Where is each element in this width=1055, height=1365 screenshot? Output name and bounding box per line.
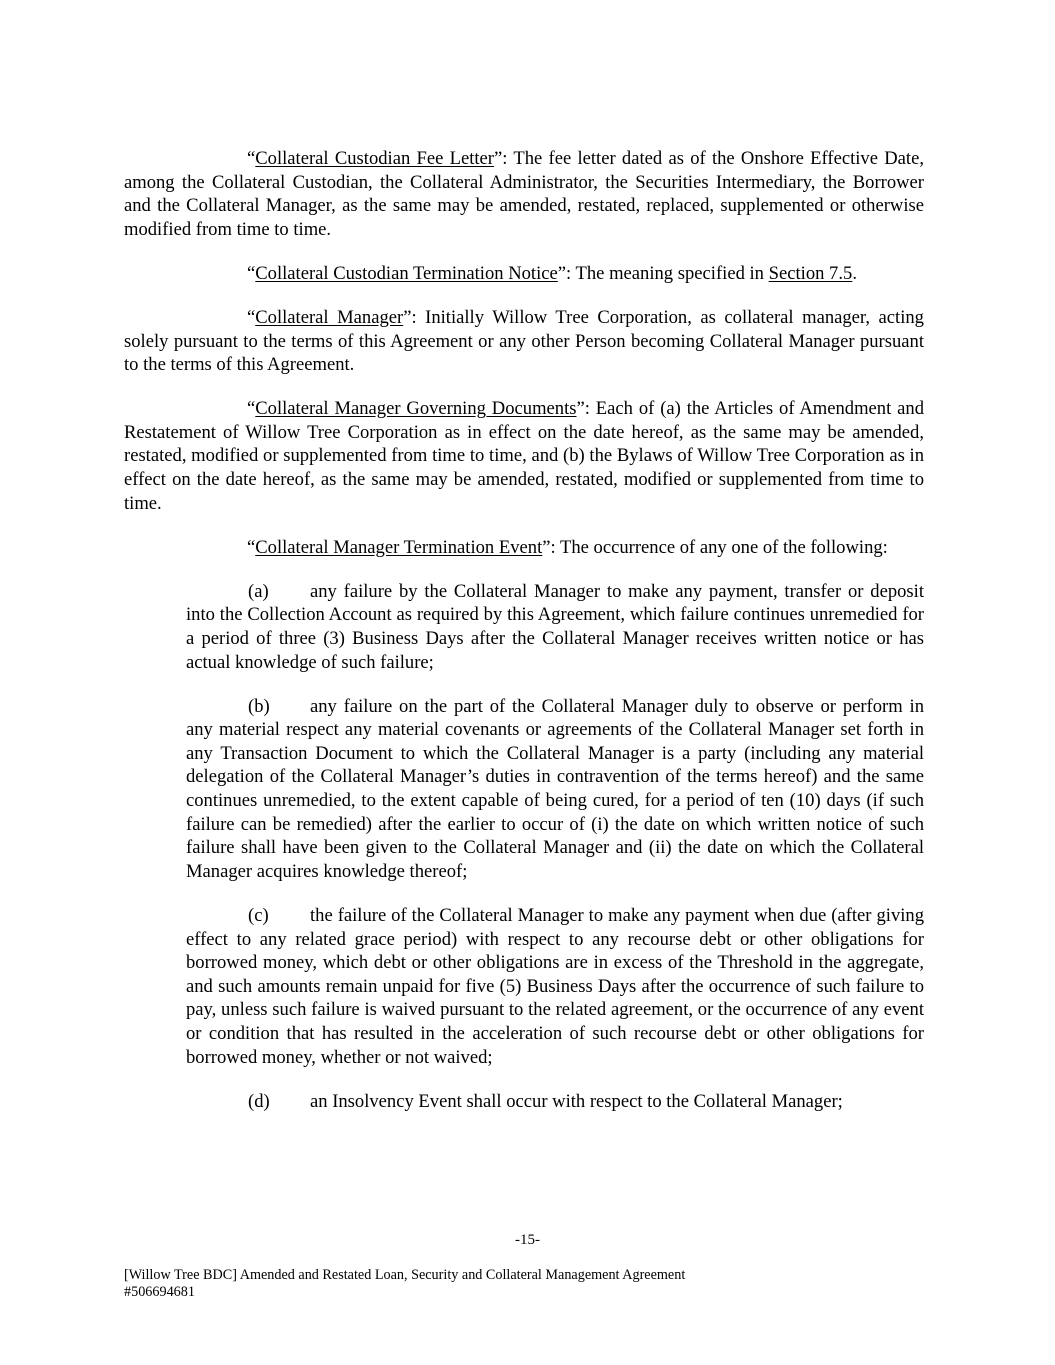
- list-item-a: [186, 580, 924, 674]
- close-quote: ”: [494, 148, 503, 169]
- open-quote: “: [247, 262, 256, 284]
- page-number: -15-: [515, 1232, 540, 1248]
- item-label: (d): [248, 1090, 270, 1112]
- defined-term: Collateral Manager: [255, 306, 404, 328]
- definition-collateral-custodian-termination-notice: [124, 262, 924, 286]
- list-item-c: [186, 904, 924, 1069]
- definition-text: : Initially Willow Tree Corporation, as collateral manager, acting solely pursuant to the terms of this Agreement or any other Person becoming Collateral Manager pursuant to the terms of this Agreement.: [124, 306, 924, 376]
- definition-text: : The occurrence of any one of the following:: [550, 536, 888, 558]
- close-quote: ”: [576, 398, 585, 420]
- footer-doc-id: #506694681: [124, 1284, 195, 1300]
- item-label: (c): [248, 904, 269, 926]
- item-text: an Insolvency Event shall occur with respect to the Collateral Manager;: [310, 1090, 843, 1112]
- open-quote: “: [247, 536, 256, 558]
- definition-collateral-manager-governing-documents: [124, 397, 924, 515]
- list-item-d: [186, 1090, 924, 1114]
- defined-term: Collateral Manager Governing Documents: [255, 398, 577, 420]
- footer-title: [Willow Tree BDC] Amended and Restated Loan, Security and Collateral Management Agreement: [124, 1267, 686, 1283]
- open-quote: “: [247, 398, 256, 420]
- period: .: [852, 262, 857, 284]
- definition-text: : The meaning specified in: [566, 262, 769, 284]
- list-item-b: [186, 695, 924, 884]
- item-text: any failure on the part of the Collateral Manager duly to observe or perform in any material respect any material covenants or agreements of the Collateral Manager set forth in any Transaction Document to which the Collateral Manager is a party (including any material delegation of the Collateral Manager’s duties in contravention of the terms hereof) and the same continues unremedied, to the extent capable of being cured, for a period of ten (10) days (if such failure can be remedied) after the earlier to occur of (i) the date on which written notice of such failure shall have been given to the Collateral Manager and (ii) the date on which the Collateral Manager acquires knowledge thereof;: [186, 695, 924, 882]
- item-text: the failure of the Collateral Manager to make any payment when due (after giving effect to any related grace period) with respect to any recourse debt or other obligations for borrowed money, which debt or other obligations are in excess of the Threshold in the aggregate, and such amounts remain unpaid for five (5) Business Days after the occurrence of such failure to pay, unless such failure is waived pursuant to the related agreement, or the occurrence of any event or condition that has resulted in the acceleration of such recourse debt or other obligations for borrowed money, whether or not waived;: [186, 904, 924, 1068]
- section-reference: Section 7.5: [768, 262, 853, 284]
- item-label: (a): [248, 580, 269, 602]
- open-quote: “: [247, 306, 256, 328]
- defined-term: Collateral Custodian Termination Notice: [255, 262, 558, 284]
- close-quote: ”: [557, 262, 567, 284]
- item-label: (b): [248, 695, 270, 717]
- close-quote: ”: [542, 536, 551, 558]
- definition-text: : The fee letter dated as of the Onshore Effective Date, among the Collateral Custodian, the Collateral Administrator, the Securities Intermediary, the Borrower and the Collateral Manager, as the same may be amended, restated, replaced, supplemented or otherwise modified from time to time.: [124, 148, 924, 240]
- item-text: any failure by the Collateral Manager to make any payment, transfer or deposit into the Collection Account as required by this Agreement, which failure continues unremedied for a period of three (3) Business Days after the Collateral Manager receives written notice or has actual knowledge of such failure;: [186, 580, 924, 673]
- definition-collateral-manager-termination-event: [124, 536, 924, 560]
- close-quote: ”: [403, 306, 412, 328]
- footer: [124, 1267, 685, 1301]
- definition-collateral-manager: [124, 306, 924, 377]
- definition-text: : Each of (a) the Articles of Amendment and Restatement of Willow Tree Corporation as in effect on the date hereof, as the same may be amended, restated, modified or supplemented from time to time, and (b) the Bylaws of Willow Tree Corporation as in effect on the date hereof, as the same may be amended, restated, modified or supplemented from time to time.: [124, 398, 924, 514]
- document-body: [124, 147, 924, 1134]
- definition-collateral-custodian-fee-letter: [124, 147, 924, 241]
- open-quote: “: [247, 148, 256, 169]
- defined-term: Collateral Manager Termination Event: [255, 536, 543, 558]
- defined-term: Collateral Custodian Fee Letter: [255, 148, 494, 169]
